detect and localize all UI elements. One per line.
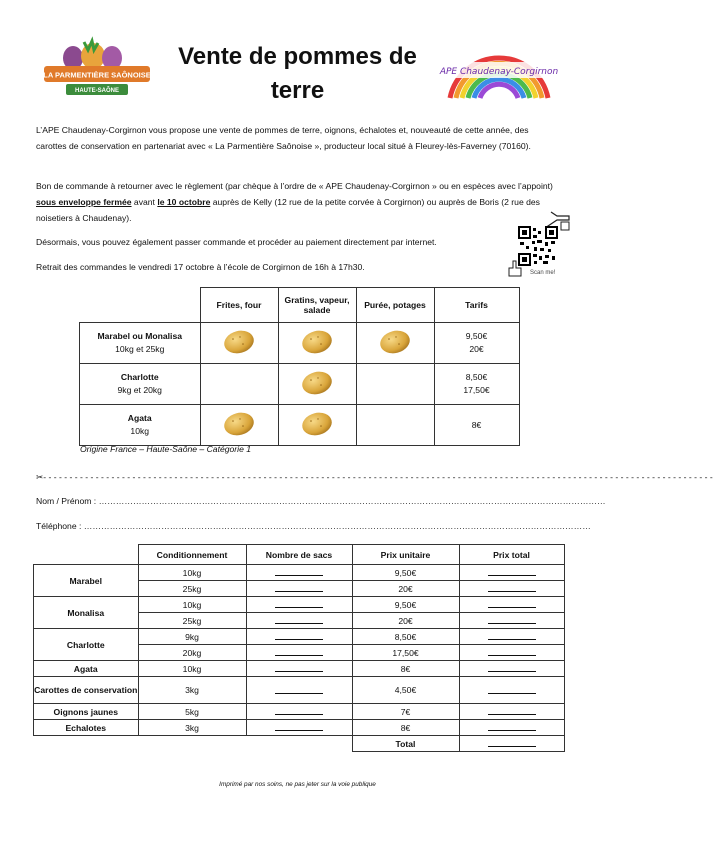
usage-row	[80, 405, 520, 446]
total-cell[interactable]	[459, 581, 564, 597]
empty-cell	[246, 736, 352, 752]
total-blank[interactable]	[488, 663, 536, 672]
title-line-1: Vente de pommes de	[178, 43, 417, 70]
price-2: 20€	[469, 344, 484, 354]
total-cell[interactable]	[459, 677, 564, 704]
p2-text-c: avant	[131, 197, 158, 207]
potato-icon	[301, 370, 333, 396]
qty-cell[interactable]	[246, 704, 352, 720]
order-table-corner	[34, 545, 139, 565]
use-cell	[200, 405, 278, 446]
order-header-sacs: Nombre de sacs	[246, 545, 352, 565]
variety-cell	[80, 323, 201, 364]
total-blank[interactable]	[488, 647, 536, 656]
logo-left-bottom-text: HAUTE-SAÔNE	[74, 88, 120, 94]
variety-name: Marabel ou Monalisa	[97, 331, 183, 341]
qr-code[interactable]	[518, 226, 558, 266]
variety-name: Charlotte	[120, 372, 159, 382]
use-cell	[356, 405, 434, 446]
potato-icon	[379, 329, 411, 355]
total-blank[interactable]	[488, 567, 536, 576]
size-cell: 5kg	[138, 704, 246, 720]
price-1: 9,50€	[465, 331, 488, 341]
usage-header-tarifs: Tarifs	[434, 288, 519, 323]
logo-right-text: APE Chaudenay-Corgirnon	[439, 67, 559, 77]
unit-price-cell: 9,50€	[352, 565, 459, 581]
table-row	[34, 677, 565, 704]
total-cell[interactable]	[459, 704, 564, 720]
scan-me-label: Scan me!	[530, 270, 556, 276]
qty-blank[interactable]	[275, 631, 323, 640]
unit-price-cell: 17,50€	[352, 645, 459, 661]
qty-cell[interactable]	[246, 677, 352, 704]
qty-cell[interactable]	[246, 565, 352, 581]
total-cell[interactable]	[459, 597, 564, 613]
title-line-2: terre	[270, 77, 325, 104]
usage-row	[80, 364, 520, 405]
usage-table	[79, 287, 520, 446]
total-cell[interactable]	[459, 629, 564, 645]
variety-detail: 9kg et 20kg	[117, 385, 162, 395]
variety-cell	[80, 364, 201, 405]
usage-table-corner	[80, 288, 201, 323]
empty-cell	[34, 736, 139, 752]
qty-blank[interactable]	[275, 583, 323, 592]
total-cell[interactable]	[459, 720, 564, 736]
intro-paragraph-4: Retrait des commandes le vendredi 17 octobre à l’école de Corgirnon de 16h à 17h30.	[36, 262, 365, 272]
price-cell	[434, 405, 519, 446]
p2-underlined-date: le 10 octobre	[157, 197, 211, 207]
parmentiere-logo	[38, 38, 156, 100]
order-table	[33, 544, 565, 752]
price-1: 8,50€	[465, 372, 488, 382]
qty-cell[interactable]	[246, 613, 352, 629]
use-cell	[356, 364, 434, 405]
variety-cell	[80, 405, 201, 446]
total-cell[interactable]	[459, 565, 564, 581]
page-title	[165, 40, 430, 108]
grand-total-blank[interactable]	[488, 738, 536, 747]
p2-text-e: auprès de Kelly (12 rue de la petite corvée à Corgirnon) ou auprès de Boris (2 rue des noisetiers à Chaudenay).	[36, 197, 540, 223]
grand-total-cell[interactable]	[459, 736, 564, 752]
unit-price-cell: 8€	[352, 661, 459, 677]
size-cell: 25kg	[138, 581, 246, 597]
usage-header-puree: Purée, potages	[356, 288, 434, 323]
cut-line	[36, 472, 713, 483]
p2-underlined-envelope: sous enveloppe fermée	[36, 197, 132, 207]
variety-detail: 10kg et 25kg	[115, 344, 165, 354]
total-blank[interactable]	[488, 706, 536, 715]
footer-note: Imprimé par nos soins, ne pas jeter sur la voie publique	[219, 781, 376, 788]
product-cell: Carottes de conservation	[34, 677, 139, 704]
qty-cell[interactable]	[246, 629, 352, 645]
size-cell: 3kg	[138, 720, 246, 736]
size-cell: 3kg	[138, 677, 246, 704]
product-cell: Charlotte	[34, 629, 139, 661]
total-cell[interactable]	[459, 613, 564, 629]
intro-paragraph-2	[36, 178, 559, 226]
qty-cell[interactable]	[246, 645, 352, 661]
price-2: 17,50€	[463, 385, 490, 395]
size-cell: 20kg	[138, 645, 246, 661]
table-row	[34, 565, 565, 581]
use-cell	[278, 364, 356, 405]
use-cell	[356, 323, 434, 364]
price-1: 8€	[471, 419, 482, 430]
usage-header-frites: Frites, four	[200, 288, 278, 323]
name-field[interactable]	[36, 496, 606, 506]
use-cell	[200, 323, 278, 364]
qty-blank[interactable]	[275, 722, 323, 731]
size-cell: 10kg	[138, 661, 246, 677]
product-cell: Oignons jaunes	[34, 704, 139, 720]
price-cell	[434, 364, 519, 405]
cut-dashes: - - - - - - - - - - - - - - - - - - - - - - - - - - - - - - - - - - - - - - - - - - - - - - - - - - - - - - - - - - - - - - - - - - - - - - - - - - - - - - - - - - - - - - - - - - - - - - - - - - - - - - - - - - - - - - - - - - - - - - - - - - - - - - - -	[43, 472, 713, 482]
product-cell: Monalisa	[34, 597, 139, 629]
total-cell[interactable]	[459, 661, 564, 677]
name-dots: ……………………………………………………………………………………………………………………………………………………………	[98, 496, 606, 506]
size-cell: 25kg	[138, 613, 246, 629]
total-blank[interactable]	[488, 722, 536, 731]
size-cell: 10kg	[138, 565, 246, 581]
unit-price-cell: 20€	[352, 613, 459, 629]
usage-header-gratins: Gratins, vapeur, salade	[278, 288, 356, 323]
use-cell	[200, 364, 278, 405]
table-row	[34, 720, 565, 736]
unit-price-cell: 9,50€	[352, 597, 459, 613]
p2-text-a: Bon de commande à retourner avec le règlement (par chèque à l’ordre de « APE Chaudenay-Corgirnon » ou en espèces avec l’appoint)	[36, 181, 553, 191]
phone-label: Téléphone :	[36, 521, 84, 531]
table-row	[34, 661, 565, 677]
unit-price-cell: 4,50€	[352, 677, 459, 704]
total-blank[interactable]	[488, 631, 536, 640]
scissors-icon: ✂	[36, 472, 44, 482]
phone-dots: ……………………………………………………………………………………………………………………………………………………………	[83, 521, 591, 531]
use-cell	[278, 405, 356, 446]
unit-price-cell: 20€	[352, 581, 459, 597]
potato-icon	[223, 411, 255, 437]
potato-icon	[301, 329, 333, 355]
qty-cell[interactable]	[246, 597, 352, 613]
product-cell: Marabel	[34, 565, 139, 597]
intro-paragraph-1: L’APE Chaudenay-Corgirnon vous propose une vente de pommes de terre, oignons, échalotes et, nouveauté de cette année, des carottes de conservation en partenariat avec « La Parmentière Saônoise », producteur local situé à Fleurey-lès-Faverney (70160).	[36, 125, 531, 151]
total-cell[interactable]	[459, 645, 564, 661]
total-label: Total	[352, 736, 459, 752]
unit-price-cell: 7€	[352, 704, 459, 720]
table-row	[34, 597, 565, 613]
qty-blank[interactable]	[275, 663, 323, 672]
variety-name: Agata	[127, 413, 152, 423]
qty-blank[interactable]	[275, 615, 323, 624]
total-row	[34, 736, 565, 752]
table-row	[34, 629, 565, 645]
total-blank[interactable]	[488, 685, 536, 694]
unit-price-cell: 8€	[352, 720, 459, 736]
usage-row	[80, 323, 520, 364]
qty-cell[interactable]	[246, 720, 352, 736]
price-cell	[434, 323, 519, 364]
variety-detail: 10kg	[130, 426, 150, 436]
use-cell	[278, 323, 356, 364]
size-cell: 10kg	[138, 597, 246, 613]
qty-cell[interactable]	[246, 581, 352, 597]
empty-cell	[138, 736, 246, 752]
table-row	[34, 704, 565, 720]
intro-paragraph-3: Désormais, vous pouvez également passer commande et procéder au paiement directement par internet.	[36, 237, 437, 247]
qty-blank[interactable]	[275, 685, 323, 694]
total-blank[interactable]	[488, 583, 536, 592]
qty-blank[interactable]	[275, 647, 323, 656]
potato-icon	[301, 411, 333, 437]
order-header-cond: Conditionnement	[138, 545, 246, 565]
product-cell: Agata	[34, 661, 139, 677]
potato-icon	[223, 329, 255, 355]
origin-note: Origine France – Haute-Saône – Catégorie 1	[80, 444, 252, 454]
order-header-total: Prix total	[459, 545, 564, 565]
name-label: Nom / Prénom :	[36, 496, 99, 506]
ape-logo	[440, 36, 558, 106]
total-blank[interactable]	[488, 599, 536, 608]
size-cell: 9kg	[138, 629, 246, 645]
total-blank[interactable]	[488, 615, 536, 624]
pointing-hand-icon-2	[506, 258, 524, 278]
qty-cell[interactable]	[246, 661, 352, 677]
qty-blank[interactable]	[275, 599, 323, 608]
qty-blank[interactable]	[275, 567, 323, 576]
unit-price-cell: 8,50€	[352, 629, 459, 645]
logo-left-top-text: LA PARMENTIÈRE SAÔNOISE	[43, 70, 151, 80]
qty-blank[interactable]	[275, 706, 323, 715]
order-header-pu: Prix unitaire	[352, 545, 459, 565]
product-cell: Echalotes	[34, 720, 139, 736]
phone-field[interactable]	[36, 521, 591, 531]
